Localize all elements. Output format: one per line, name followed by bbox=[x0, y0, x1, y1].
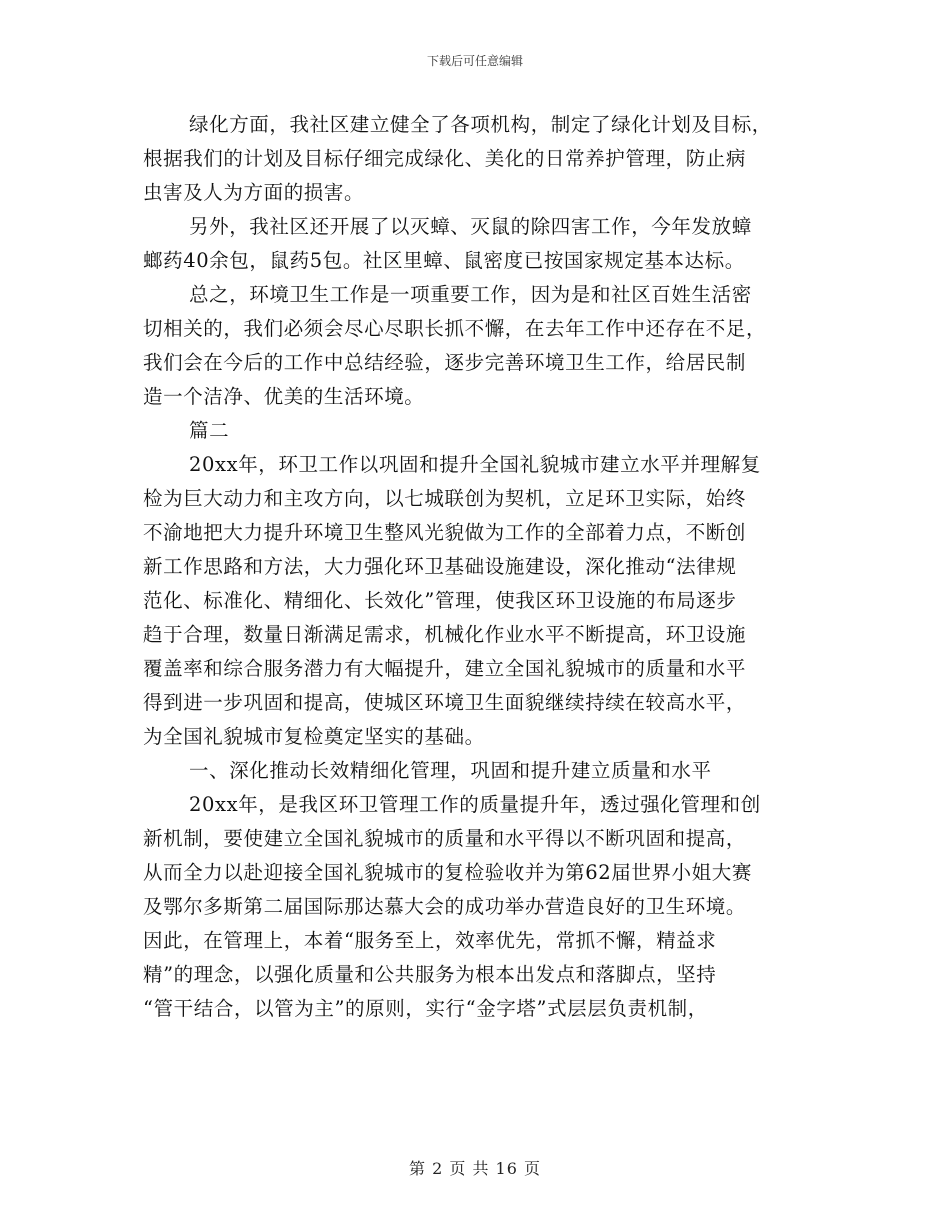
text-line: 覆盖率和综合服务潜力有大幅提升，建立全国礼貌城市的质量和水平 bbox=[143, 657, 747, 680]
text-line: 篇二 bbox=[189, 419, 230, 442]
text-line: 精”的理念，以强化质量和公共服务为根本出发点和落脚点，坚持 bbox=[143, 963, 717, 986]
text-line: 及鄂尔多斯第二届国际那达慕大会的成功举办营造良好的卫生环境。 bbox=[143, 895, 747, 918]
text-line: “管干结合，以管为主”的原则，实行“金字塔”式层层负责机制， bbox=[143, 997, 708, 1020]
text-line: 虫害及人为方面的损害。 bbox=[143, 181, 365, 204]
text-line: 20xx年，是我区环卫管理工作的质量提升年，透过强化管理和创 bbox=[189, 793, 761, 816]
text-line: 不渝地把大力提升环境卫生整风光貌做为工作的全部着力点，不断创 bbox=[143, 521, 747, 544]
text-line: 为全国礼貌城市复检奠定坚实的基础。 bbox=[143, 725, 485, 748]
text-line: 范化、标准化、精细化、长效化”管理，使我区环卫设施的布局逐步 bbox=[143, 589, 737, 612]
text-line: 20xx年，环卫工作以巩固和提升全国礼貌城市建立水平并理解复 bbox=[189, 453, 761, 476]
text-line: 因此，在管理上，本着“服务至上，效率优先，常抓不懈，精益求 bbox=[143, 929, 717, 952]
text-line: 一、深化推动长效精细化管理，巩固和提升建立质量和水平 bbox=[189, 759, 712, 782]
document-body bbox=[143, 108, 823, 1026]
text-line: 我们会在今后的工作中总结经验，逐步完善环境卫生工作，给居民制 bbox=[143, 351, 747, 374]
text-line: 新工作思路和方法，大力强化环卫基础设施建设，深化推动“法律规 bbox=[143, 555, 737, 578]
text-line: 绿化方面，我社区建立健全了各项机构，制定了绿化计划及目标， bbox=[189, 113, 772, 136]
text-line: 另外，我社区还开展了以灭蟑、灭鼠的除四害工作，今年发放蟑 bbox=[189, 215, 752, 238]
text-line: 新机制，要使建立全国礼貌城市的质量和水平得以不断巩固和提高， bbox=[143, 827, 747, 850]
page-footer: 第 2 页 共 16 页 bbox=[409, 1159, 541, 1178]
text-line: 趋于合理，数量日渐满足需求，机械化作业水平不断提高，环卫设施 bbox=[143, 623, 747, 646]
text-line: 得到进一步巩固和提高，使城区环境卫生面貌继续持续在较高水平， bbox=[143, 691, 747, 714]
text-line: 造一个洁净、优美的生活环境。 bbox=[143, 385, 425, 408]
page-header: 下载后可任意编辑 bbox=[426, 54, 523, 68]
text-line: 根据我们的计划及目标仔细完成绿化、美化的日常养护管理，防止病 bbox=[143, 147, 747, 170]
text-line: 从而全力以赴迎接全国礼貌城市的复检验收并为第62届世界小姐大赛 bbox=[143, 861, 752, 884]
text-line: 检为巨大动力和主攻方向，以七城联创为契机，立足环卫实际，始终 bbox=[143, 487, 747, 510]
text-line: 总之，环境卫生工作是一项重要工作，因为是和社区百姓生活密 bbox=[189, 283, 752, 306]
text-line: 切相关的，我们必须会尽心尽职长抓不懈，在去年工作中还存在不足， bbox=[143, 317, 767, 340]
text-line: 螂药40余包，鼠药5包。社区里蟑、鼠密度已按国家规定基本达标。 bbox=[143, 249, 745, 272]
